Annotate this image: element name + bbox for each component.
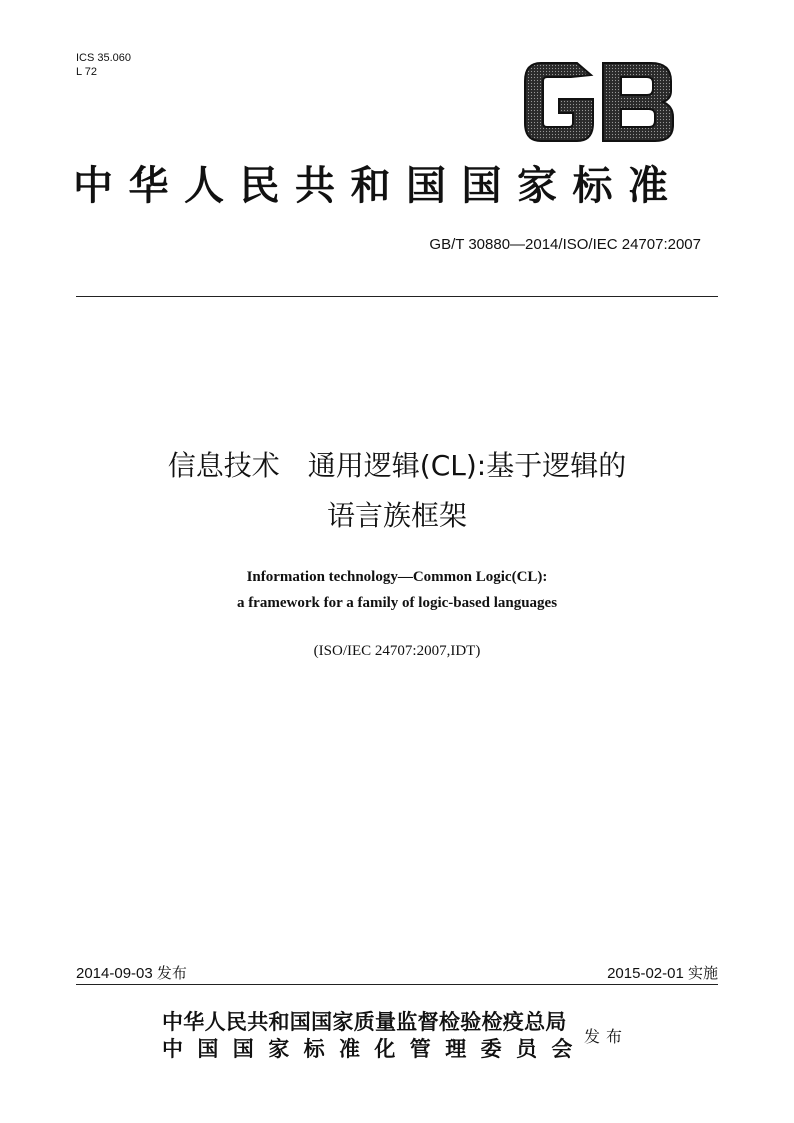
bottom-divider — [76, 984, 718, 985]
english-title-line1: Information technology—Common Logic(CL): — [246, 569, 548, 585]
classification-codes — [76, 51, 131, 79]
publish-label: 发布 — [584, 1027, 629, 1046]
implementation-date: 2015-02-01 实施 — [607, 965, 718, 982]
top-divider — [76, 296, 718, 297]
equivalence-note: (ISO/IEC 24707:2007,IDT) — [313, 643, 481, 659]
gb-logo — [521, 61, 675, 143]
standard-code: GB/T 30880—2014/ISO/IEC 24707:2007 — [429, 236, 701, 253]
issuer-org-aqsiq: 中华人民共和国国家质量监督检验检疫总局 — [162, 1010, 567, 1034]
gb-logo-icon — [521, 61, 675, 143]
issue-date: 2014-09-03 发布 — [76, 965, 187, 982]
national-standard-title: 中华人民共和国国家标准 — [73, 163, 684, 209]
chinese-title-line2: 语言族框架 — [326, 499, 467, 532]
chinese-title-line1: 信息技术 通用逻辑(CL):基于逻辑的 — [167, 449, 627, 482]
issuer-org-sac: 中国国家标准化管理委员会 — [162, 1037, 587, 1061]
english-title-line2: a framework for a family of logic-based languages — [236, 595, 558, 611]
ccs-code: L 72 — [76, 66, 98, 78]
ics-code: ICS 35.060 — [76, 52, 132, 64]
